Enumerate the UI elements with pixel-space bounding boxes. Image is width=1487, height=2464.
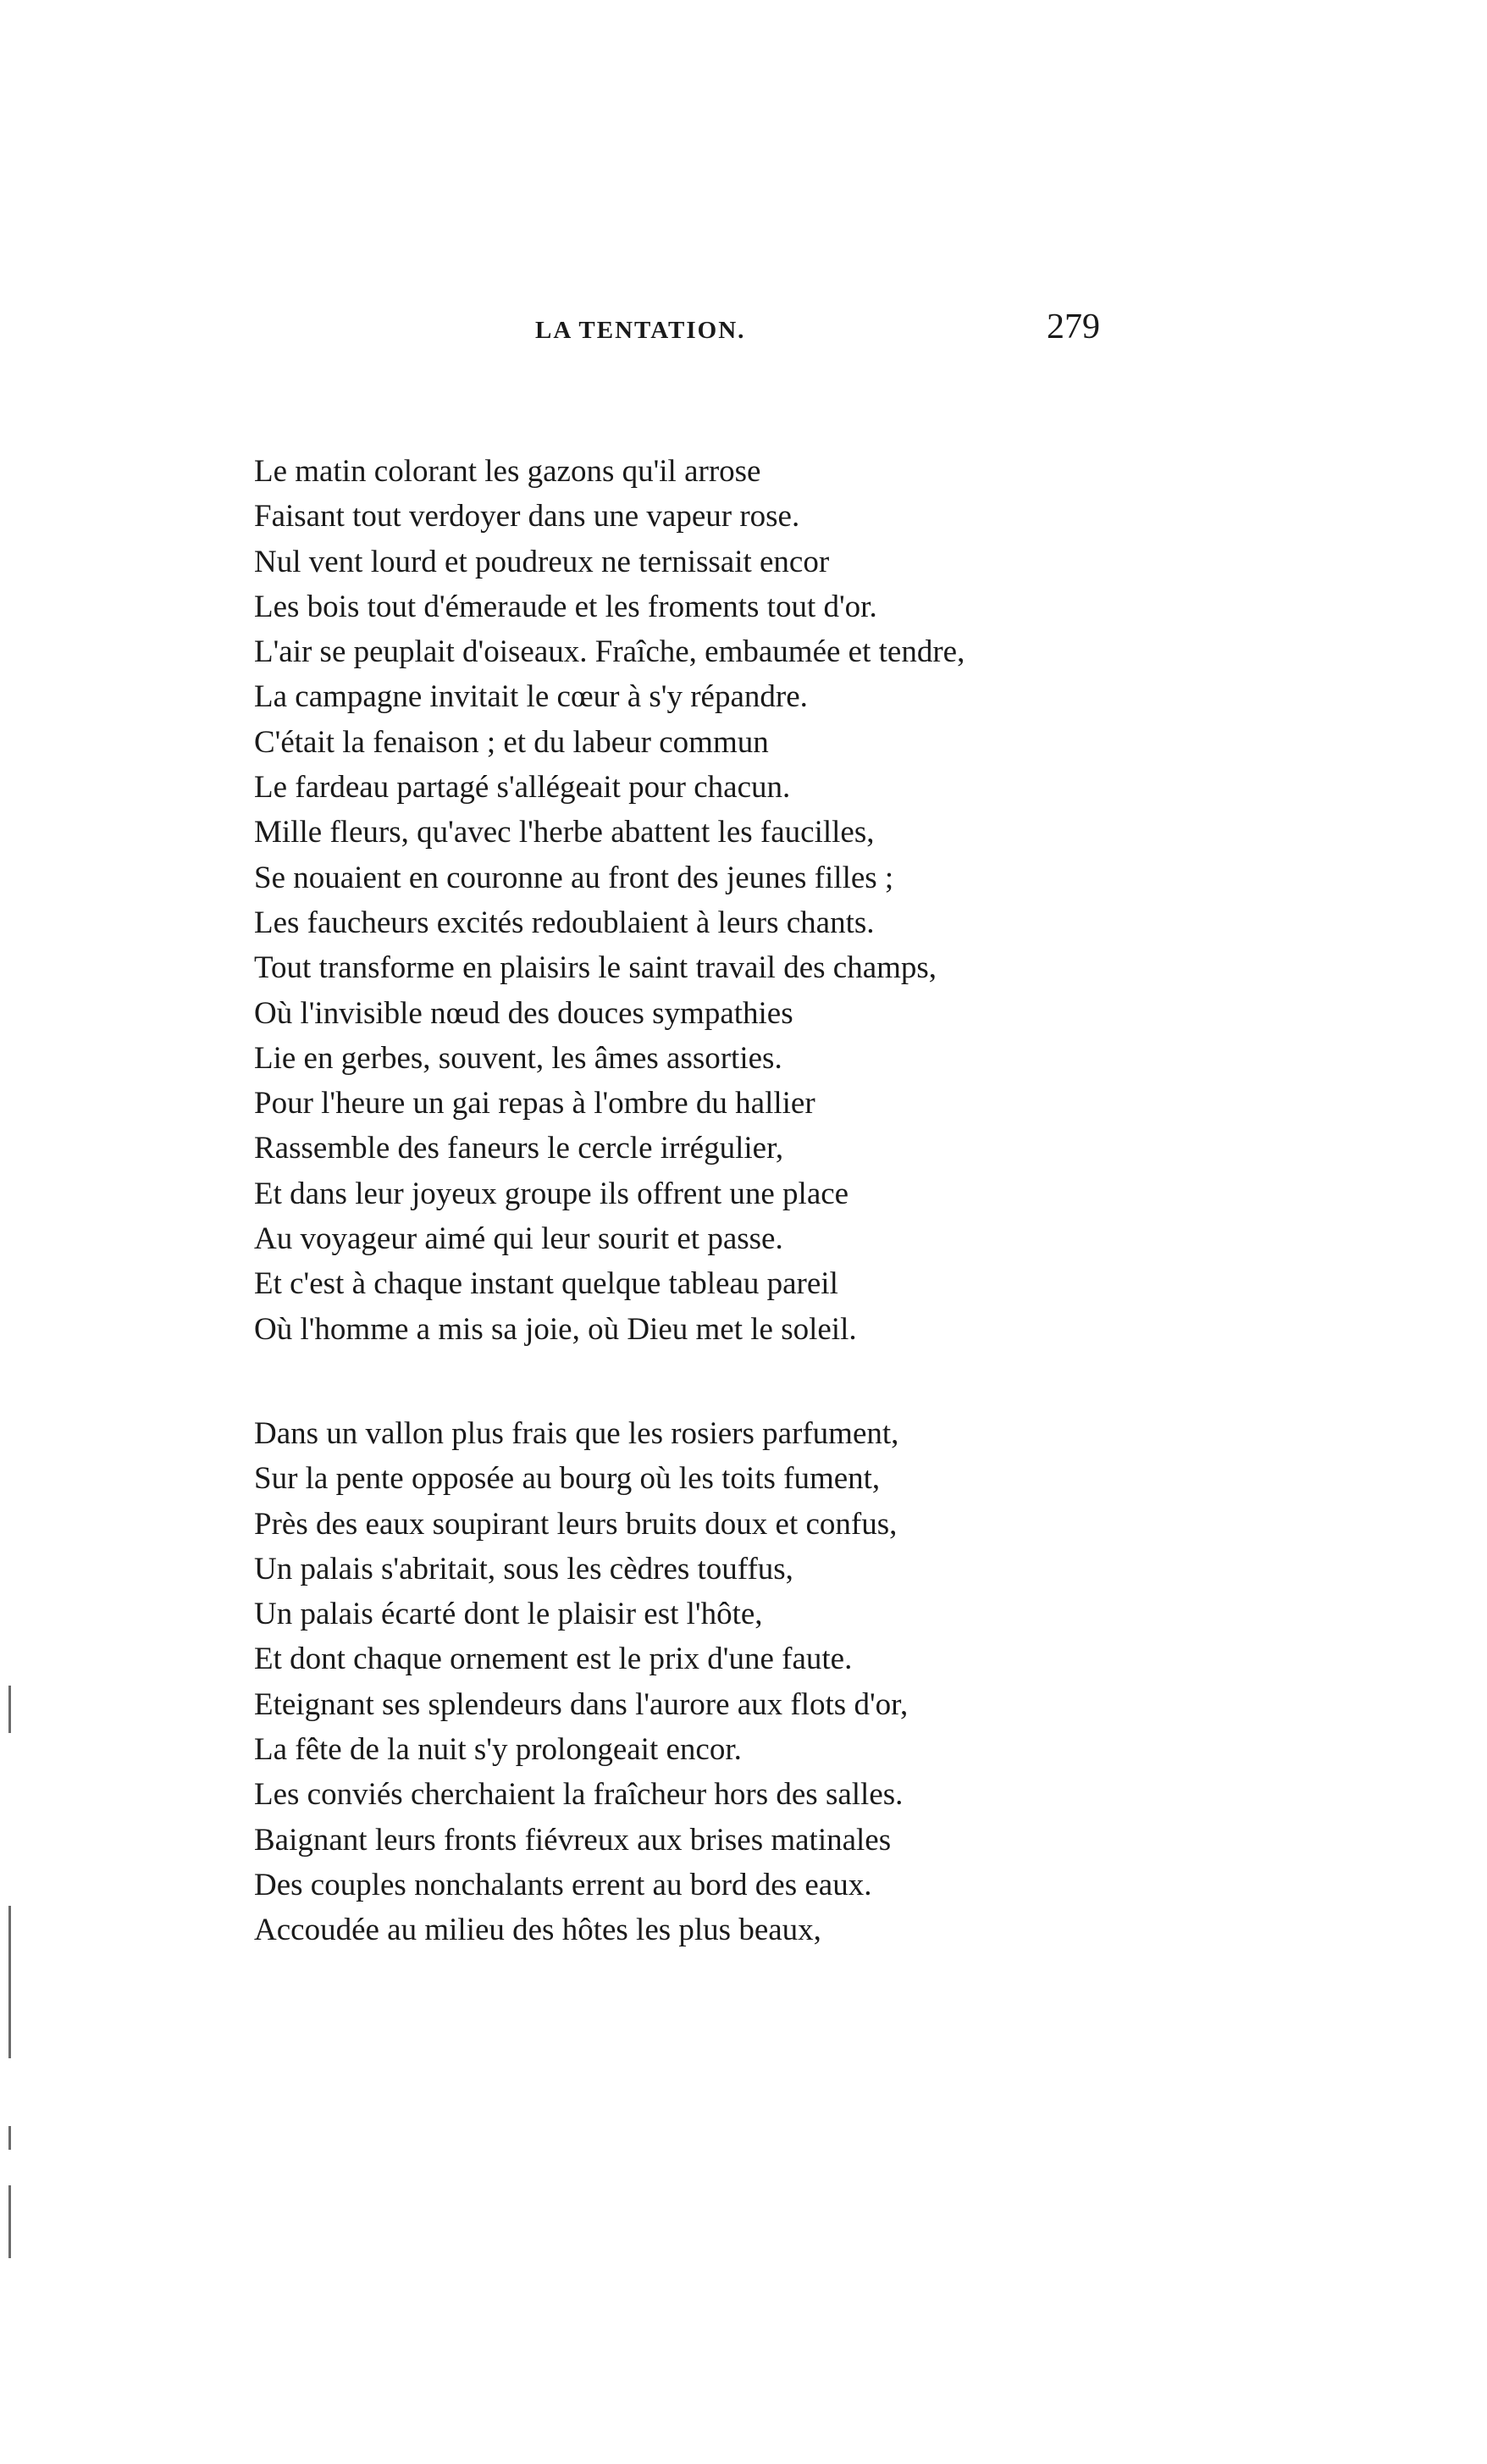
scan-artifact [8,1906,11,2058]
verse-line: C'était la fenaison ; et du labeur commun [254,724,769,760]
scan-artifact [8,2185,11,2258]
scan-artifact [8,2126,11,2150]
verse-line: Un palais écarté dont le plaisir est l'hôte, [254,1597,763,1632]
verse-line: Les conviés cherchaient la fraîcheur hors des salles. [254,1777,904,1813]
verse-line: Les faucheurs excités redoublaient à leurs chants. [254,905,875,940]
stanza-2 [254,1411,1270,1953]
stanza-1 [254,449,1270,1352]
verse-line: La fête de la nuit s'y prolongeait encor. [254,1732,742,1768]
verse-line: Pour l'heure un gai repas à l'ombre du hallier [254,1086,815,1121]
verse-line: Des couples nonchalants errent au bord des eaux. [254,1867,872,1902]
scan-artifact [8,1686,11,1733]
verse-line: Rassemble des faneurs le cercle irrégulier, [254,1131,784,1166]
verse-line: Et dont chaque ornement est le prix d'une faute. [254,1642,853,1677]
verse-line: Dans un vallon plus frais que les rosiers parfument, [254,1416,899,1451]
running-title: LA TENTATION. [535,317,746,344]
verse-line: Les bois tout d'émeraude et les froments tout d'or. [254,589,877,624]
verse-line: Accoudée au milieu des hôtes les plus beaux, [254,1913,821,1948]
verse-line: Mille fleurs, qu'avec l'herbe abattent les faucilles, [254,815,875,850]
verse-line: Nul vent lourd et poudreux ne ternissait encor [254,544,830,579]
verse-line: Où l'invisible nœud des douces sympathies [254,995,793,1031]
verse-line: Où l'homme a mis sa joie, où Dieu met le soleil. [254,1311,857,1347]
verse-line: Lie en gerbes, souvent, les âmes assorties. [254,1040,782,1076]
verse-line: Faisant tout verdoyer dans une vapeur rose. [254,499,800,534]
verse-line: Le fardeau partagé s'allégeait pour chacun. [254,770,791,806]
verse-line: Baignant leurs fronts fiévreux aux brises matinales [254,1822,892,1858]
verse-line: Près des eaux soupirant leurs bruits doux et confus, [254,1506,898,1542]
verse-line: Au voyageur aimé qui leur sourit et passe. [254,1221,783,1257]
verse-line: La campagne invitait le cœur à s'y répandre. [254,679,808,715]
verse-line: Et dans leur joyeux groupe ils offrent une place [254,1176,849,1211]
verse-line: Le matin colorant les gazons qu'il arrose [254,454,761,489]
verse-line: Eteignant ses splendeurs dans l'aurore aux flots d'or, [254,1686,909,1722]
verse-line: Se nouaient en couronne au front des jeunes filles ; [254,860,894,895]
verse-line: L'air se peuplait d'oiseaux. Fraîche, embaumée et tendre, [254,634,965,670]
verse-line: Un palais s'abritait, sous les cèdres touffus, [254,1551,793,1586]
page-number: 279 [1047,307,1100,346]
verse-line: Tout transforme en plaisirs le saint travail des champs, [254,950,937,986]
verse-line: Sur la pente opposée au bourg où les toits fument, [254,1461,881,1497]
verse-line: Et c'est à chaque instant quelque tableau pareil [254,1266,838,1302]
